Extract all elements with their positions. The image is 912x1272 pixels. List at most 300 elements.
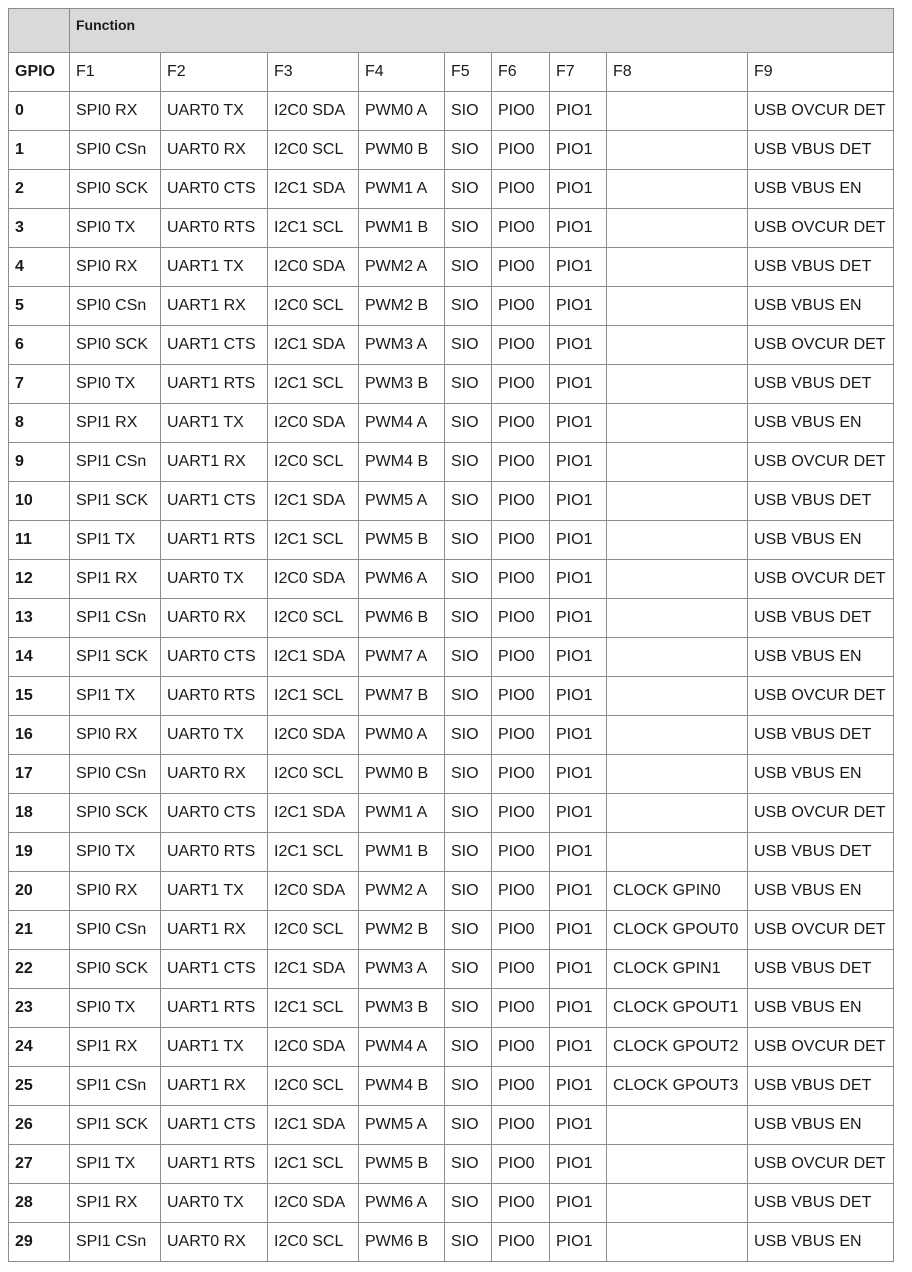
function-cell-f8: CLOCK GPOUT1 [607,989,748,1028]
function-cell-f4: PWM2 A [359,872,445,911]
function-cell-f9: USB VBUS DET [748,1067,894,1106]
table-row [9,443,894,482]
gpio-number-cell: 7 [9,365,70,404]
function-cell-f2: UART1 TX [161,248,268,287]
function-cell-f2: UART1 RTS [161,365,268,404]
function-cell-f5: SIO [445,911,492,950]
function-cell-f8 [607,131,748,170]
table-row [9,950,894,989]
function-cell-f5: SIO [445,716,492,755]
function-cell-f8 [607,365,748,404]
function-cell-f6: PIO0 [492,1067,550,1106]
function-cell-f2: UART0 CTS [161,170,268,209]
function-cell-f5: SIO [445,599,492,638]
function-cell-f7: PIO1 [550,560,607,599]
function-cell-f9: USB VBUS DET [748,248,894,287]
function-cell-f2: UART0 RTS [161,209,268,248]
function-cell-f2: UART0 CTS [161,794,268,833]
function-cell-f5: SIO [445,1067,492,1106]
table-row [9,521,894,560]
function-cell-f5: SIO [445,755,492,794]
table-row [9,365,894,404]
function-cell-f7: PIO1 [550,911,607,950]
table-row [9,872,894,911]
function-cell-f7: PIO1 [550,1106,607,1145]
function-cell-f5: SIO [445,404,492,443]
function-cell-f6: PIO0 [492,833,550,872]
gpio-function-table [8,8,894,1262]
function-cell-f5: SIO [445,1145,492,1184]
function-cell-f9: USB OVCUR DET [748,209,894,248]
table-row [9,911,894,950]
function-cell-f2: UART1 CTS [161,950,268,989]
function-cell-f8: CLOCK GPIN1 [607,950,748,989]
function-cell-f5: SIO [445,521,492,560]
function-cell-f5: SIO [445,1184,492,1223]
function-cell-f1: SPI1 RX [70,1028,161,1067]
function-cell-f1: SPI1 RX [70,404,161,443]
table-row [9,482,894,521]
function-cell-f3: I2C1 SDA [268,1106,359,1145]
function-cell-f8 [607,443,748,482]
function-cell-f3: I2C1 SDA [268,326,359,365]
function-cell-f7: PIO1 [550,755,607,794]
function-cell-f3: I2C1 SCL [268,1145,359,1184]
function-cell-f7: PIO1 [550,1067,607,1106]
function-cell-f4: PWM2 B [359,287,445,326]
function-cell-f6: PIO0 [492,872,550,911]
function-cell-f3: I2C0 SCL [268,1067,359,1106]
function-cell-f3: I2C0 SCL [268,131,359,170]
function-cell-f2: UART1 RTS [161,989,268,1028]
function-cell-f8 [607,677,748,716]
function-cell-f5: SIO [445,326,492,365]
function-cell-f1: SPI0 TX [70,209,161,248]
column-header-f4: F4 [359,53,445,92]
function-cell-f3: I2C1 SDA [268,170,359,209]
function-cell-f1: SPI1 SCK [70,638,161,677]
table-row [9,92,894,131]
function-cell-f6: PIO0 [492,755,550,794]
gpio-number-cell: 9 [9,443,70,482]
table-row [9,716,894,755]
function-cell-f7: PIO1 [550,170,607,209]
function-cell-f4: PWM0 B [359,131,445,170]
function-cell-f5: SIO [445,1106,492,1145]
function-cell-f6: PIO0 [492,326,550,365]
gpio-number-cell: 4 [9,248,70,287]
gpio-number-cell: 23 [9,989,70,1028]
function-cell-f4: PWM6 A [359,560,445,599]
table-row [9,638,894,677]
function-cell-f9: USB VBUS DET [748,1184,894,1223]
function-cell-f9: USB OVCUR DET [748,1028,894,1067]
function-cell-f3: I2C1 SDA [268,794,359,833]
function-cell-f2: UART0 RTS [161,677,268,716]
function-cell-f4: PWM4 B [359,443,445,482]
function-cell-f2: UART1 CTS [161,482,268,521]
function-cell-f1: SPI1 RX [70,1184,161,1223]
column-header-f2: F2 [161,53,268,92]
table-row [9,1223,894,1262]
function-cell-f2: UART1 RX [161,443,268,482]
function-cell-f2: UART0 RTS [161,833,268,872]
function-cell-f8: CLOCK GPOUT2 [607,1028,748,1067]
function-cell-f3: I2C0 SCL [268,287,359,326]
gpio-number-cell: 0 [9,92,70,131]
function-cell-f7: PIO1 [550,716,607,755]
table-row [9,677,894,716]
function-cell-f2: UART0 TX [161,92,268,131]
function-cell-f8 [607,92,748,131]
function-cell-f7: PIO1 [550,950,607,989]
function-cell-f3: I2C1 SDA [268,638,359,677]
function-cell-f2: UART1 RTS [161,1145,268,1184]
table-row [9,989,894,1028]
gpio-number-cell: 20 [9,872,70,911]
gpio-number-cell: 10 [9,482,70,521]
function-cell-f9: USB VBUS EN [748,989,894,1028]
function-cell-f8 [607,1184,748,1223]
function-cell-f3: I2C0 SDA [268,248,359,287]
function-cell-f6: PIO0 [492,1184,550,1223]
function-cell-f8 [607,404,748,443]
function-cell-f4: PWM6 A [359,1184,445,1223]
function-cell-f4: PWM4 A [359,1028,445,1067]
function-cell-f6: PIO0 [492,560,550,599]
function-cell-f1: SPI0 TX [70,989,161,1028]
function-cell-f4: PWM5 B [359,1145,445,1184]
function-cell-f9: USB VBUS DET [748,482,894,521]
function-cell-f8 [607,1145,748,1184]
function-cell-f4: PWM5 B [359,521,445,560]
function-cell-f1: SPI1 TX [70,1145,161,1184]
function-cell-f5: SIO [445,365,492,404]
function-cell-f1: SPI1 SCK [70,482,161,521]
function-cell-f4: PWM2 B [359,911,445,950]
function-cell-f8 [607,560,748,599]
function-cell-f4: PWM4 A [359,404,445,443]
table-row [9,794,894,833]
function-cell-f5: SIO [445,1223,492,1262]
function-cell-f7: PIO1 [550,833,607,872]
function-cell-f3: I2C0 SCL [268,911,359,950]
function-cell-f9: USB VBUS EN [748,170,894,209]
function-cell-f2: UART1 RTS [161,521,268,560]
function-cell-f5: SIO [445,131,492,170]
function-cell-f2: UART1 RX [161,1067,268,1106]
function-cell-f9: USB OVCUR DET [748,1145,894,1184]
function-cell-f9: USB VBUS EN [748,755,894,794]
function-cell-f4: PWM7 A [359,638,445,677]
gpio-number-cell: 2 [9,170,70,209]
function-cell-f6: PIO0 [492,1223,550,1262]
function-cell-f5: SIO [445,989,492,1028]
function-cell-f4: PWM3 B [359,989,445,1028]
column-header-f7: F7 [550,53,607,92]
function-cell-f1: SPI0 CSn [70,911,161,950]
function-cell-f5: SIO [445,482,492,521]
function-cell-f9: USB OVCUR DET [748,443,894,482]
function-cell-f9: USB VBUS DET [748,131,894,170]
function-cell-f2: UART0 RX [161,599,268,638]
function-cell-f5: SIO [445,443,492,482]
function-cell-f3: I2C0 SDA [268,560,359,599]
function-cell-f2: UART0 RX [161,1223,268,1262]
function-cell-f1: SPI0 CSn [70,755,161,794]
function-cell-f4: PWM0 A [359,716,445,755]
function-cell-f5: SIO [445,209,492,248]
function-cell-f8 [607,716,748,755]
function-cell-f3: I2C0 SDA [268,404,359,443]
function-cell-f3: I2C0 SCL [268,443,359,482]
function-cell-f4: PWM0 A [359,92,445,131]
gpio-function-table-container [8,8,894,1262]
function-cell-f3: I2C0 SCL [268,755,359,794]
column-header-f9: F9 [748,53,894,92]
function-cell-f2: UART0 TX [161,560,268,599]
function-cell-f8 [607,521,748,560]
function-cell-f5: SIO [445,950,492,989]
column-header-f3: F3 [268,53,359,92]
table-row [9,1184,894,1223]
function-cell-f8 [607,794,748,833]
function-cell-f1: SPI0 SCK [70,326,161,365]
function-cell-f8 [607,755,748,794]
function-cell-f7: PIO1 [550,248,607,287]
function-cell-f1: SPI1 RX [70,560,161,599]
function-cell-f7: PIO1 [550,599,607,638]
function-cell-f7: PIO1 [550,794,607,833]
function-cell-f4: PWM1 B [359,209,445,248]
function-cell-f3: I2C1 SCL [268,989,359,1028]
function-cell-f6: PIO0 [492,209,550,248]
function-cell-f3: I2C0 SCL [268,1223,359,1262]
function-cell-f1: SPI0 RX [70,872,161,911]
function-cell-f3: I2C0 SDA [268,1184,359,1223]
table-row [9,404,894,443]
function-cell-f3: I2C1 SCL [268,833,359,872]
function-cell-f7: PIO1 [550,131,607,170]
function-cell-f9: USB VBUS EN [748,1106,894,1145]
gpio-number-cell: 11 [9,521,70,560]
function-cell-f2: UART0 RX [161,755,268,794]
function-cell-f1: SPI0 SCK [70,170,161,209]
function-cell-f4: PWM3 B [359,365,445,404]
function-cell-f9: USB OVCUR DET [748,677,894,716]
function-cell-f7: PIO1 [550,482,607,521]
function-cell-f5: SIO [445,287,492,326]
function-cell-f6: PIO0 [492,482,550,521]
function-cell-f6: PIO0 [492,1028,550,1067]
function-cell-f2: UART0 TX [161,716,268,755]
function-cell-f7: PIO1 [550,1028,607,1067]
gpio-number-cell: 3 [9,209,70,248]
function-cell-f4: PWM3 A [359,950,445,989]
function-cell-f1: SPI1 CSn [70,1223,161,1262]
function-header-row [9,9,894,53]
function-cell-f2: UART1 TX [161,1028,268,1067]
function-cell-f9: USB OVCUR DET [748,794,894,833]
column-header-f8: F8 [607,53,748,92]
function-cell-f8: CLOCK GPOUT3 [607,1067,748,1106]
function-cell-f4: PWM1 A [359,170,445,209]
gpio-number-cell: 19 [9,833,70,872]
column-header-f1: F1 [70,53,161,92]
function-cell-f9: USB VBUS DET [748,599,894,638]
function-cell-f5: SIO [445,248,492,287]
table-row [9,170,894,209]
function-cell-f1: SPI0 CSn [70,131,161,170]
function-cell-f2: UART0 TX [161,1184,268,1223]
function-cell-f7: PIO1 [550,404,607,443]
function-cell-f1: SPI0 SCK [70,794,161,833]
function-cell-f6: PIO0 [492,404,550,443]
function-cell-f3: I2C1 SCL [268,209,359,248]
function-cell-f3: I2C0 SDA [268,92,359,131]
function-cell-f1: SPI0 RX [70,92,161,131]
function-cell-f4: PWM5 A [359,1106,445,1145]
function-cell-f1: SPI0 TX [70,833,161,872]
function-cell-f4: PWM6 B [359,1223,445,1262]
corner-cell [9,9,70,53]
function-cell-f3: I2C0 SCL [268,599,359,638]
gpio-number-cell: 29 [9,1223,70,1262]
function-cell-f9: USB VBUS EN [748,638,894,677]
function-cell-f4: PWM1 B [359,833,445,872]
gpio-number-cell: 13 [9,599,70,638]
function-cell-f7: PIO1 [550,209,607,248]
function-cell-f2: UART1 CTS [161,326,268,365]
table-row [9,1028,894,1067]
table-row [9,833,894,872]
function-cell-f1: SPI1 CSn [70,599,161,638]
function-cell-f7: PIO1 [550,1145,607,1184]
function-cell-f9: USB VBUS EN [748,287,894,326]
function-cell-f5: SIO [445,833,492,872]
gpio-number-cell: 14 [9,638,70,677]
function-cell-f9: USB VBUS DET [748,365,894,404]
function-cell-f9: USB OVCUR DET [748,560,894,599]
function-cell-f5: SIO [445,92,492,131]
function-cell-f1: SPI1 CSn [70,1067,161,1106]
gpio-number-cell: 12 [9,560,70,599]
function-cell-f8 [607,833,748,872]
table-row [9,1106,894,1145]
table-row [9,755,894,794]
function-cell-f5: SIO [445,794,492,833]
function-cell-f3: I2C0 SDA [268,1028,359,1067]
function-cell-f4: PWM1 A [359,794,445,833]
table-row [9,248,894,287]
gpio-number-cell: 26 [9,1106,70,1145]
function-cell-f8 [607,248,748,287]
table-row [9,287,894,326]
function-cell-f7: PIO1 [550,677,607,716]
function-cell-f6: PIO0 [492,599,550,638]
table-row [9,209,894,248]
function-cell-f3: I2C1 SCL [268,521,359,560]
table-body [9,9,894,1262]
function-cell-f1: SPI0 TX [70,365,161,404]
function-cell-f5: SIO [445,872,492,911]
column-header-f6: F6 [492,53,550,92]
function-cell-f6: PIO0 [492,1106,550,1145]
function-cell-f8 [607,1106,748,1145]
function-cell-f8 [607,287,748,326]
function-cell-f7: PIO1 [550,287,607,326]
function-cell-f3: I2C0 SDA [268,872,359,911]
function-cell-f7: PIO1 [550,1223,607,1262]
function-cell-f8 [607,170,748,209]
function-cell-f6: PIO0 [492,677,550,716]
gpio-number-cell: 27 [9,1145,70,1184]
gpio-number-cell: 16 [9,716,70,755]
function-cell-f1: SPI1 SCK [70,1106,161,1145]
function-cell-f9: USB VBUS DET [748,716,894,755]
gpio-number-cell: 8 [9,404,70,443]
function-cell-f6: PIO0 [492,950,550,989]
function-cell-f6: PIO0 [492,92,550,131]
gpio-number-cell: 24 [9,1028,70,1067]
function-cell-f2: UART1 CTS [161,1106,268,1145]
gpio-number-cell: 1 [9,131,70,170]
gpio-number-cell: 25 [9,1067,70,1106]
column-header-f5: F5 [445,53,492,92]
column-header-row [9,53,894,92]
function-cell-f8 [607,1223,748,1262]
function-cell-f7: PIO1 [550,443,607,482]
function-cell-f4: PWM7 B [359,677,445,716]
function-cell-f7: PIO1 [550,638,607,677]
function-cell-f6: PIO0 [492,989,550,1028]
function-cell-f7: PIO1 [550,521,607,560]
function-cell-f6: PIO0 [492,248,550,287]
function-cell-f4: PWM5 A [359,482,445,521]
function-cell-f1: SPI0 RX [70,716,161,755]
function-cell-f6: PIO0 [492,365,550,404]
function-cell-f1: SPI1 TX [70,677,161,716]
function-cell-f7: PIO1 [550,365,607,404]
function-cell-f7: PIO1 [550,872,607,911]
function-cell-f9: USB OVCUR DET [748,911,894,950]
function-cell-f2: UART1 RX [161,911,268,950]
function-header: Function [70,9,894,53]
function-cell-f3: I2C1 SDA [268,482,359,521]
gpio-number-cell: 22 [9,950,70,989]
function-cell-f5: SIO [445,560,492,599]
function-cell-f1: SPI0 RX [70,248,161,287]
function-cell-f2: UART1 TX [161,872,268,911]
function-cell-f6: PIO0 [492,638,550,677]
function-cell-f5: SIO [445,638,492,677]
function-cell-f2: UART1 RX [161,287,268,326]
table-row [9,131,894,170]
function-cell-f4: PWM2 A [359,248,445,287]
function-cell-f9: USB VBUS EN [748,404,894,443]
function-cell-f2: UART0 CTS [161,638,268,677]
function-cell-f7: PIO1 [550,326,607,365]
function-cell-f2: UART1 TX [161,404,268,443]
function-cell-f6: PIO0 [492,911,550,950]
function-cell-f9: USB VBUS EN [748,872,894,911]
function-cell-f4: PWM4 B [359,1067,445,1106]
function-cell-f6: PIO0 [492,443,550,482]
gpio-number-cell: 5 [9,287,70,326]
function-cell-f6: PIO0 [492,794,550,833]
gpio-number-cell: 15 [9,677,70,716]
function-cell-f8 [607,326,748,365]
